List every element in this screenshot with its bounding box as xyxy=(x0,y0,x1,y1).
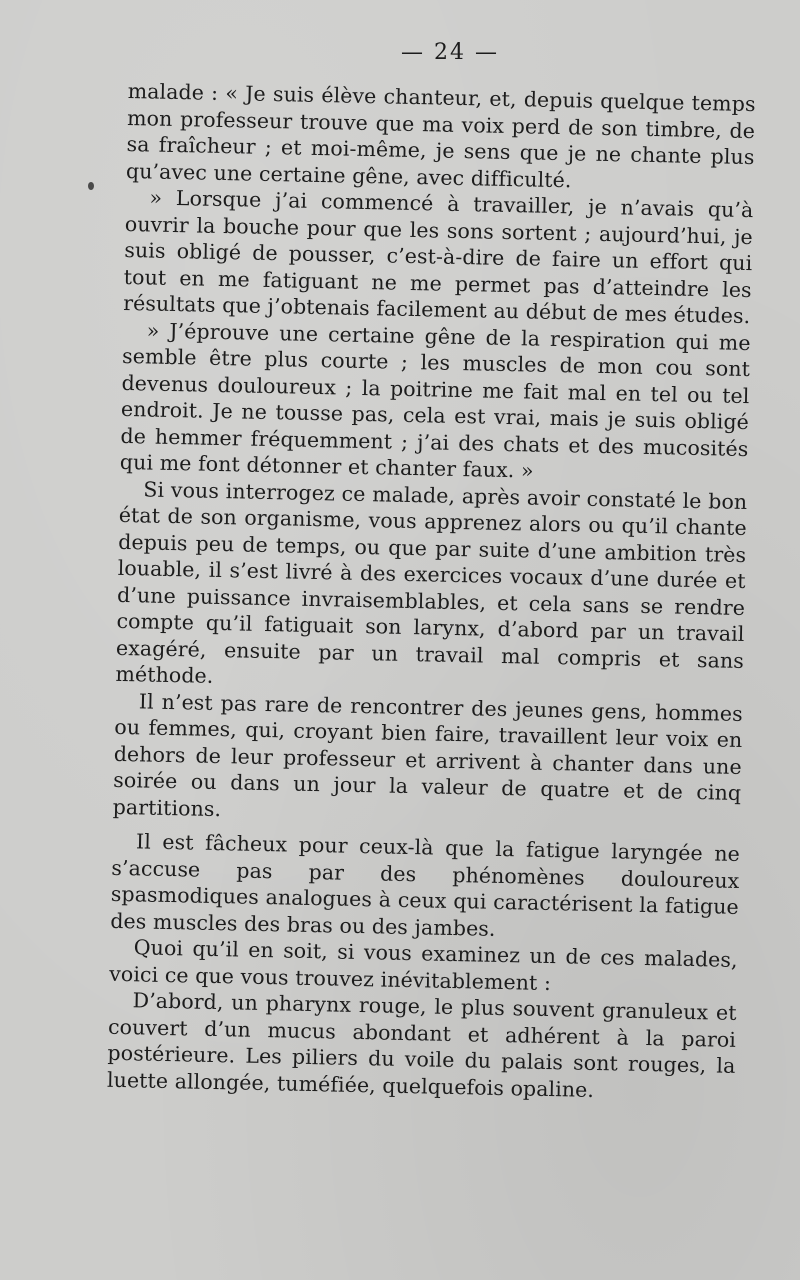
body-text xyxy=(107,78,756,1106)
paragraph-3: » J’éprouve une certaine gêne de la respiration qui me semble être plus courte ; les muscles de mon cou sont devenus douloureux ; la poitrine me fait mal en tel ou tel endroit. Je ne tousse pas, cela est vrai, mais je suis obligé de hemmer fréquemment ; j’ai des chats et des mucosités qui me font détonner et chanter faux. » xyxy=(119,317,751,483)
paragraph-8: D’abord, un pharynx rouge, le plus souvent granuleux et couvert d’un mucus abondant et adhérent à la paroi postérieure. Les piliers du voile du palais sont rouges, la luette allongée, tuméfiée, quelquefois opaline. xyxy=(106,988,737,1102)
paragraph-1: malade : « Je suis élève chanteur, et, depuis quelque temps mon professeur trouve que ma voix perd de son timbre, de sa fraîcheur ; et moi-même, je sens que je ne chante plus qu’avec une certaine gêne, avec difficulté. xyxy=(125,78,756,192)
paragraph-6: Il est fâcheux pour ceux-là que la fatigue laryngée ne s’accuse pas par des phénomènes douloureux spasmodiques analogues à ceux qui caractérisent la fatigue des muscles des bras ou des jambes. xyxy=(110,829,741,941)
page-number: — 24 — xyxy=(401,40,499,65)
paragraph-2: » Lorsque j’ai commencé à travailler, je n’avais qu’à ouvrir la bouche pour que les sons sortent ; aujourd’hui, je suis obligé de pousser, c’est-à-dire de faire un effort qui tout en me fatiguant ne me permet pas d’atteindre les résultats que j’obtenais facilement au début de mes études. xyxy=(123,185,754,329)
paragraph-7: Quoi qu’il en soit, si vous examinez un de ces malades, voici ce que vous trouvez inévitablement : xyxy=(108,935,738,995)
ink-speck xyxy=(88,182,94,190)
paragraph-4: Si vous interrogez ce malade, après avoir constaté le bon état de son organisme, vous apprenez alors ou qu’il chante depuis peu de temps, ou que par suite d’une ambition très louable, il s’est livré à des exercices vocaux d’une durée et d’une puissance invraisemblables, et cela sans se rendre compte qu’il fatiguait son larynx, d’abord par un travail exagéré, ensuite par un travail mal compris et sans méthode. xyxy=(115,476,748,688)
paragraph-5: Il n’est pas rare de rencontrer des jeunes gens, hommes ou femmes, qui, croyant bien faire, travaillent leur voix en dehors de leur professeur et arrivent à chanter dans une soirée ou dans un jour la valeur de quatre et de cinq partitions. xyxy=(112,688,744,821)
